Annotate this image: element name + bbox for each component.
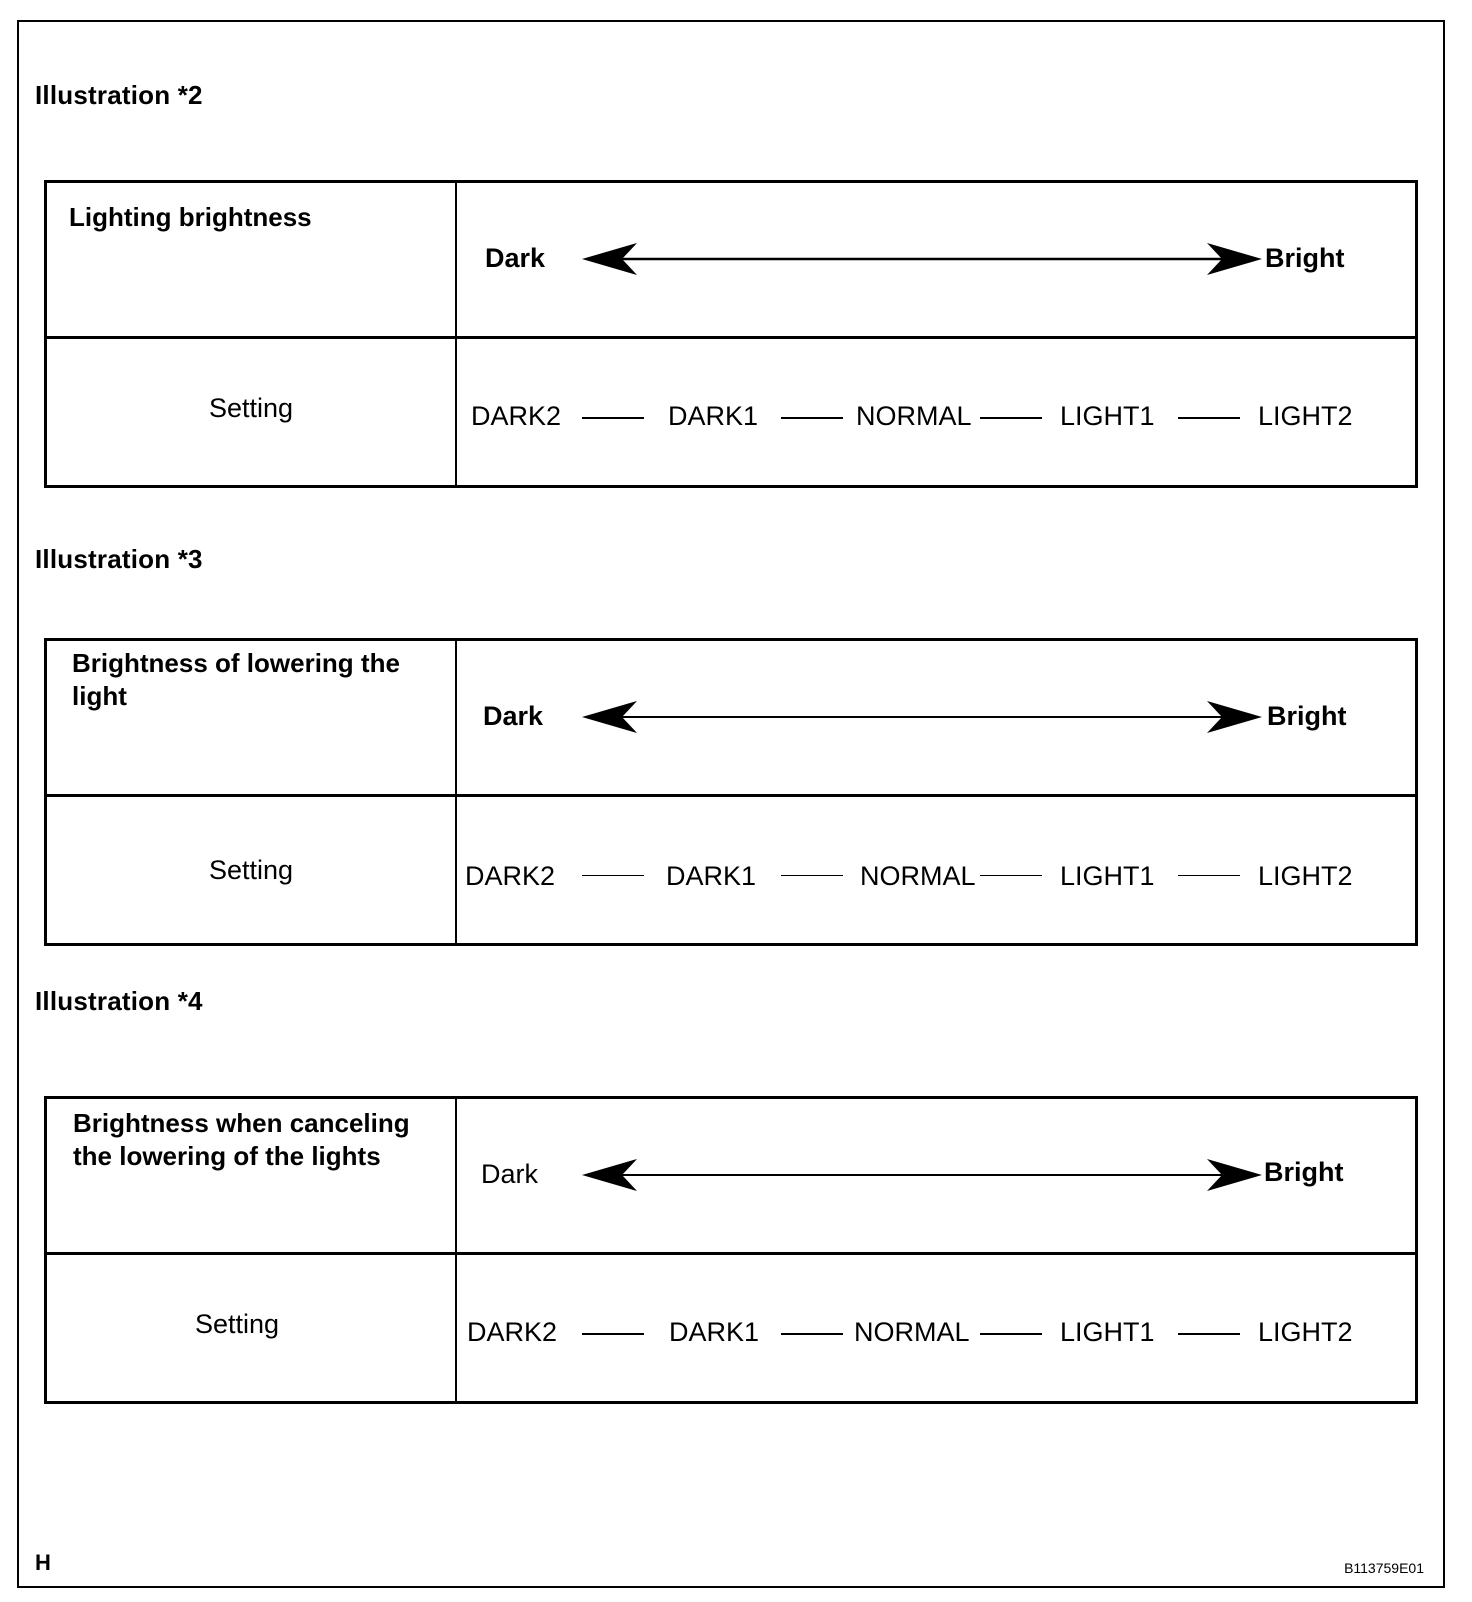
level-light2: LIGHT2 (1258, 861, 1353, 891)
bright-label: Bright (1265, 243, 1345, 273)
setting-scale (457, 339, 1415, 485)
brightness-table (44, 1096, 1418, 1404)
row-label: Brightness when canceling the lowering of the lights (73, 1108, 410, 1171)
scale-dash (980, 417, 1042, 419)
bright-label: Bright (1264, 1157, 1344, 1187)
setting-label: Setting (208, 393, 294, 423)
level-dark2: DARK2 (467, 1317, 558, 1347)
level-light2: LIGHT2 (1258, 1317, 1353, 1347)
scale-dash (582, 417, 644, 419)
setting-scale (457, 797, 1415, 943)
brightness-table (44, 180, 1418, 488)
level-dark2: DARK2 (465, 861, 556, 891)
level-normal: NORMAL (856, 401, 972, 431)
setting-label: Setting (194, 1309, 280, 1339)
level-normal: NORMAL (854, 1317, 970, 1347)
scale-dash (781, 417, 843, 419)
scale-dash (980, 875, 1042, 876)
level-dark2: DARK2 (471, 401, 562, 431)
section-heading: Illustration *3 (35, 544, 203, 574)
scale-dash (1178, 1333, 1240, 1335)
dark-label: Dark (483, 701, 544, 731)
level-light1: LIGHT1 (1060, 401, 1155, 431)
section-heading: Illustration *4 (35, 986, 203, 1016)
level-dark1: DARK1 (669, 1317, 760, 1347)
dark-label: Dark (485, 243, 546, 273)
section-heading: Illustration *2 (35, 80, 203, 110)
scale-dash (582, 1333, 644, 1335)
bright-label: Bright (1267, 701, 1347, 731)
setting-label: Setting (208, 855, 294, 885)
level-light1: LIGHT1 (1060, 1317, 1155, 1347)
setting-scale (457, 1255, 1415, 1401)
brightness-table (44, 638, 1418, 946)
dark-label: Dark (481, 1159, 539, 1189)
scale-dash (781, 1333, 843, 1335)
level-light1: LIGHT1 (1060, 861, 1155, 891)
scale-dash (781, 875, 843, 876)
level-dark1: DARK1 (666, 861, 757, 891)
scale-dash (1178, 417, 1240, 419)
level-light2: LIGHT2 (1258, 401, 1353, 431)
row-label: Brightness of lowering the light (72, 648, 400, 711)
scale-dash (1178, 875, 1240, 876)
level-normal: NORMAL (860, 861, 976, 891)
figure-code: B113759E01 (1344, 1560, 1424, 1576)
scale-dash (582, 875, 644, 876)
level-dark1: DARK1 (668, 401, 759, 431)
scale-dash (980, 1333, 1042, 1335)
footer-mark: H (35, 1550, 51, 1575)
row-label: Lighting brightness (69, 202, 312, 232)
